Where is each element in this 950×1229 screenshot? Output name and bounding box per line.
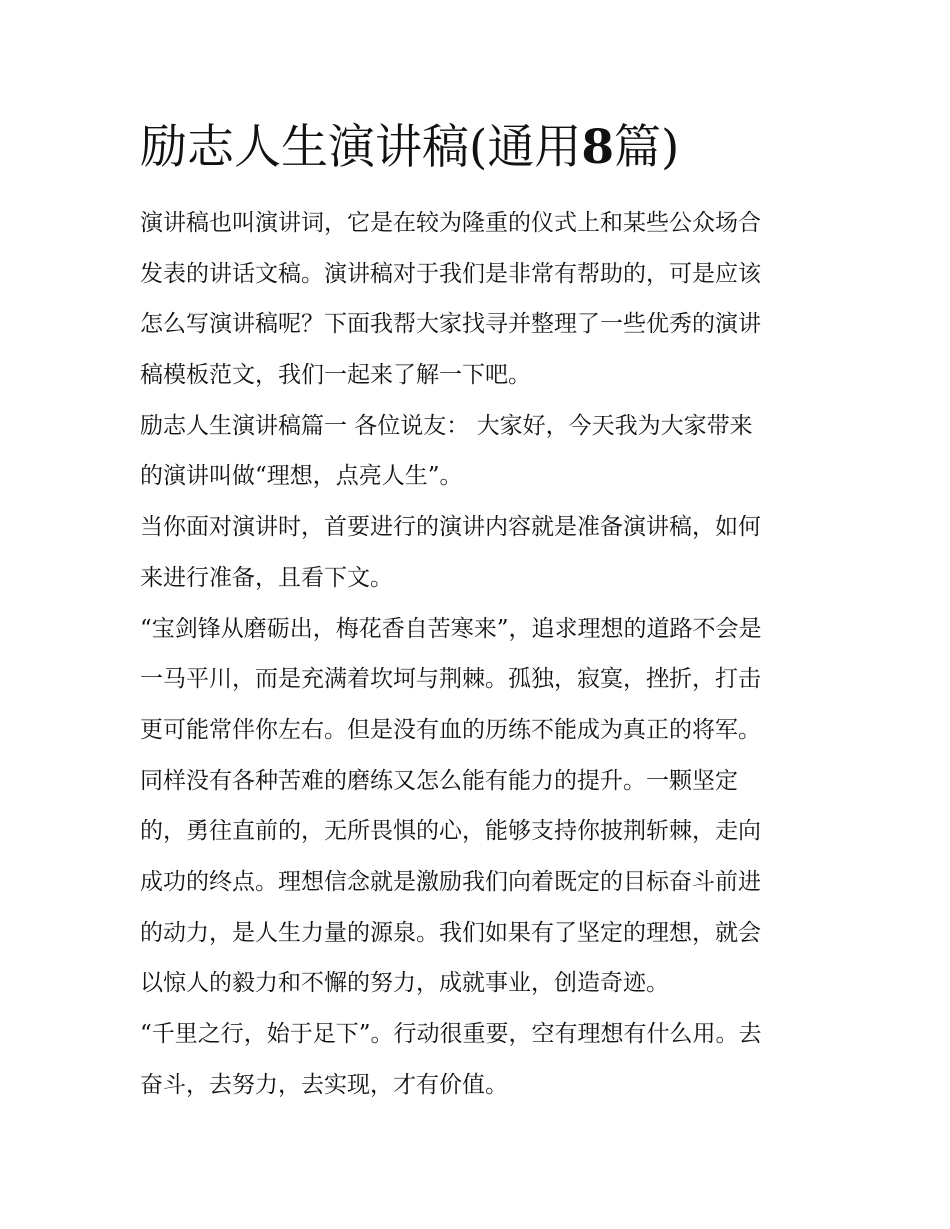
text-line: 更可能常伴你左右。但是没有血的历练不能成为真正的将军。 xyxy=(140,716,761,743)
text-line: 稿模板范文，我们一起来了解一下吧。 xyxy=(140,362,531,389)
text-line: 怎么写演讲稿呢？下面我帮大家找寻并整理了一些优秀的演讲 xyxy=(140,311,761,338)
text-line: “千里之行，始于足下”。行动很重要，空有理想有什么用。去 xyxy=(140,1021,762,1047)
document-body xyxy=(140,198,812,1110)
title-main: 励志人生演讲稿(通用 xyxy=(140,120,582,175)
text-line: “宝剑锋从磨砺出，梅花香自苦寒来”，追求理想的道路不会是 xyxy=(140,615,762,642)
title-tail: 篇) xyxy=(614,120,680,175)
text-line: 当你面对演讲时，首要进行的演讲内容就是准备演讲稿，如何 xyxy=(140,514,761,541)
text-line: 成功的终点。理想信念就是激励我们向着既定的目标奋斗前进 xyxy=(140,868,761,895)
text-line: 同样没有各种苦难的磨练又怎么能有能力的提升。一颗坚定 xyxy=(140,767,738,794)
text-line: 以惊人的毅力和不懈的努力，成就事业，创造奇迹。 xyxy=(140,970,669,997)
text-line: 发表的讲话文稿。演讲稿对于我们是非常有帮助的，可是应该 xyxy=(140,260,761,287)
text-line: 演讲稿也叫演讲词，它是在较为隆重的仪式上和某些公众场合 xyxy=(140,210,761,236)
text-line: 励志人生演讲稿篇一 各位说友： 大家好，今天我为大家带来 xyxy=(140,412,753,439)
title-number: 8 xyxy=(581,120,615,175)
text-line: 的演讲叫做“理想，点亮人生”。 xyxy=(140,463,463,490)
text-line: 奋斗，去努力，去实现，才有价值。 xyxy=(140,1071,508,1098)
text-line: 的，勇往直前的，无所畏惧的心，能够支持你披荆斩棘，走向 xyxy=(140,818,761,845)
text-line: 的动力，是人生力量的源泉。我们如果有了坚定的理想，就会 xyxy=(140,919,761,946)
text-line: 来进行准备，且看下文。 xyxy=(140,564,393,591)
text-line: 一马平川，而是充满着坎坷与荆棘。孤独，寂寞，挫折，打击 xyxy=(140,666,761,693)
document-title xyxy=(140,118,679,178)
